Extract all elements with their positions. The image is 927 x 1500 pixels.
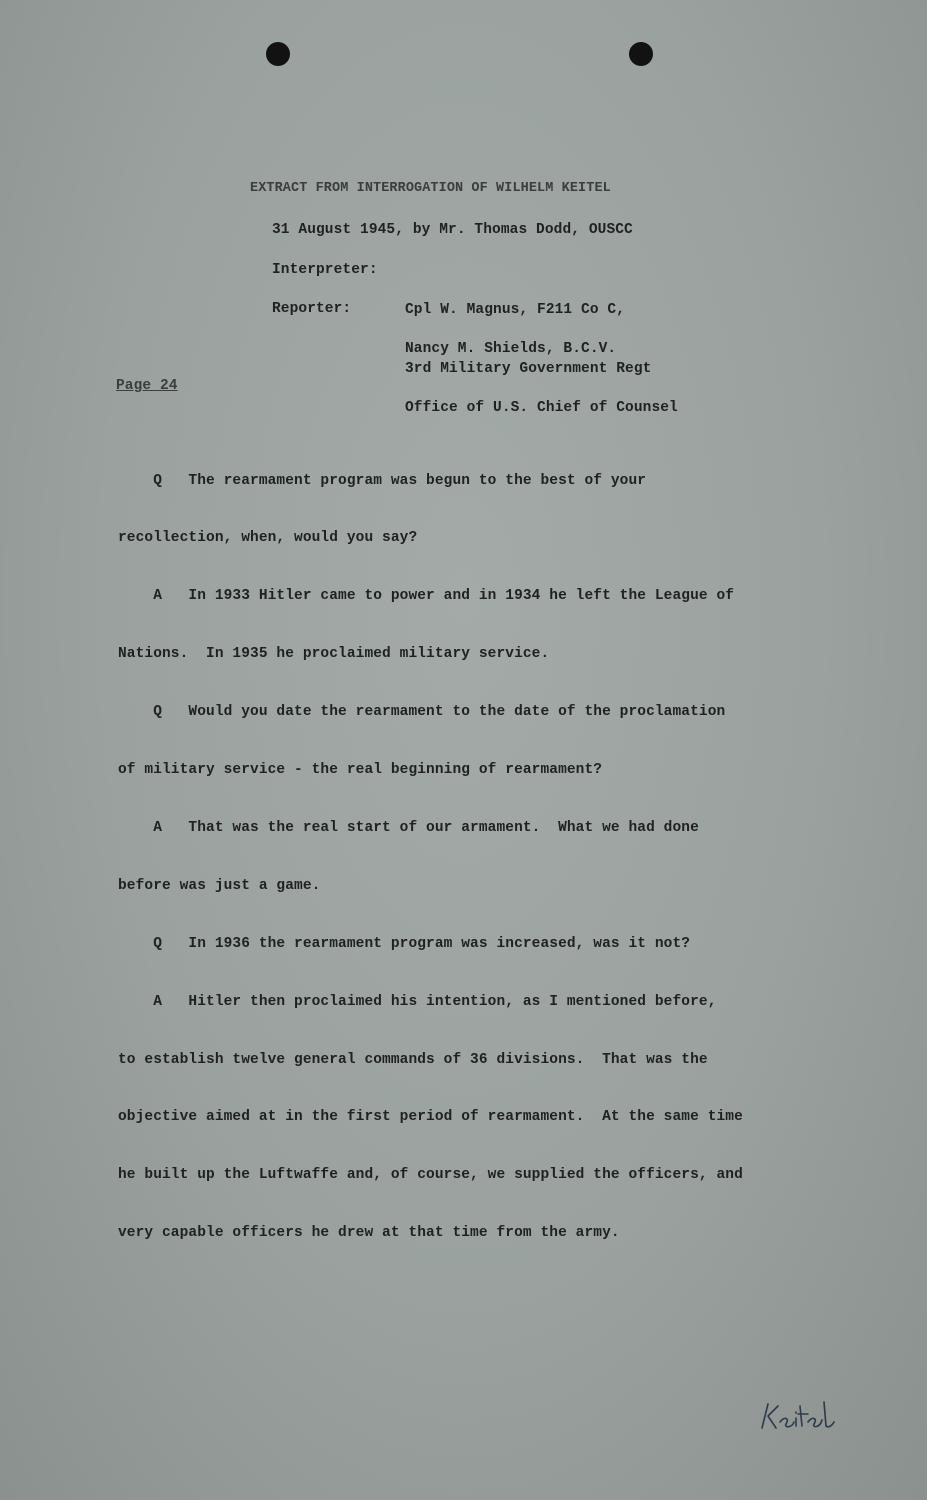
body-line: Q In 1936 the rearmament program was increased, was it not? [118,935,691,952]
body-line: recollection, when, would you say? [118,530,418,547]
body-line: Nations. In 1935 he proclaimed military service. [118,646,550,663]
body-line: he built up the Luftwaffe and, of course, we supplied the officers, and [118,1167,743,1184]
body-line: very capable officers he drew at that time from the army. [118,1225,620,1242]
body-line: A Hitler then proclaimed his intention, as I mentioned before, [118,993,717,1010]
reporter-line: Office of U.S. Chief of Counsel [405,399,678,416]
reporter-line: Nancy M. Shields, B.C.V. [405,341,617,357]
handwritten-signature [758,1398,838,1434]
interpreter-line: Cpl W. Magnus, F211 Co C, [405,302,626,318]
body-line: before was just a game. [118,877,321,894]
page-reference: Page 24 [116,378,178,394]
punch-hole-right [629,42,653,66]
body-line: Q Would you date the rearmament to the date of the proclamation [118,704,726,721]
body-line: Q The rearmament program was begun to the best of your [118,472,647,489]
body-line: A In 1933 Hitler came to power and in 1934 he left the League of [118,588,735,605]
body-line: to establish twelve general commands of 36 divisions. That was the [118,1051,708,1068]
interpreter-label: Interpreter: [272,262,378,278]
interpreter-line: 3rd Military Government Regt [405,360,652,377]
date-line: 31 August 1945, by Mr. Thomas Dodd, OUSCC [272,222,633,238]
interrogation-body [118,433,818,1282]
punch-hole-left [266,42,290,66]
document-title: EXTRACT FROM INTERROGATION OF WILHELM KEITEL [250,181,611,196]
reporter-label: Reporter: [272,301,352,317]
body-line: objective aimed at in the first period of rearmament. At the same time [118,1109,743,1126]
body-line: of military service - the real beginning of rearmament? [118,762,603,779]
body-line: A That was the real start of our armament. What we had done [118,819,699,836]
